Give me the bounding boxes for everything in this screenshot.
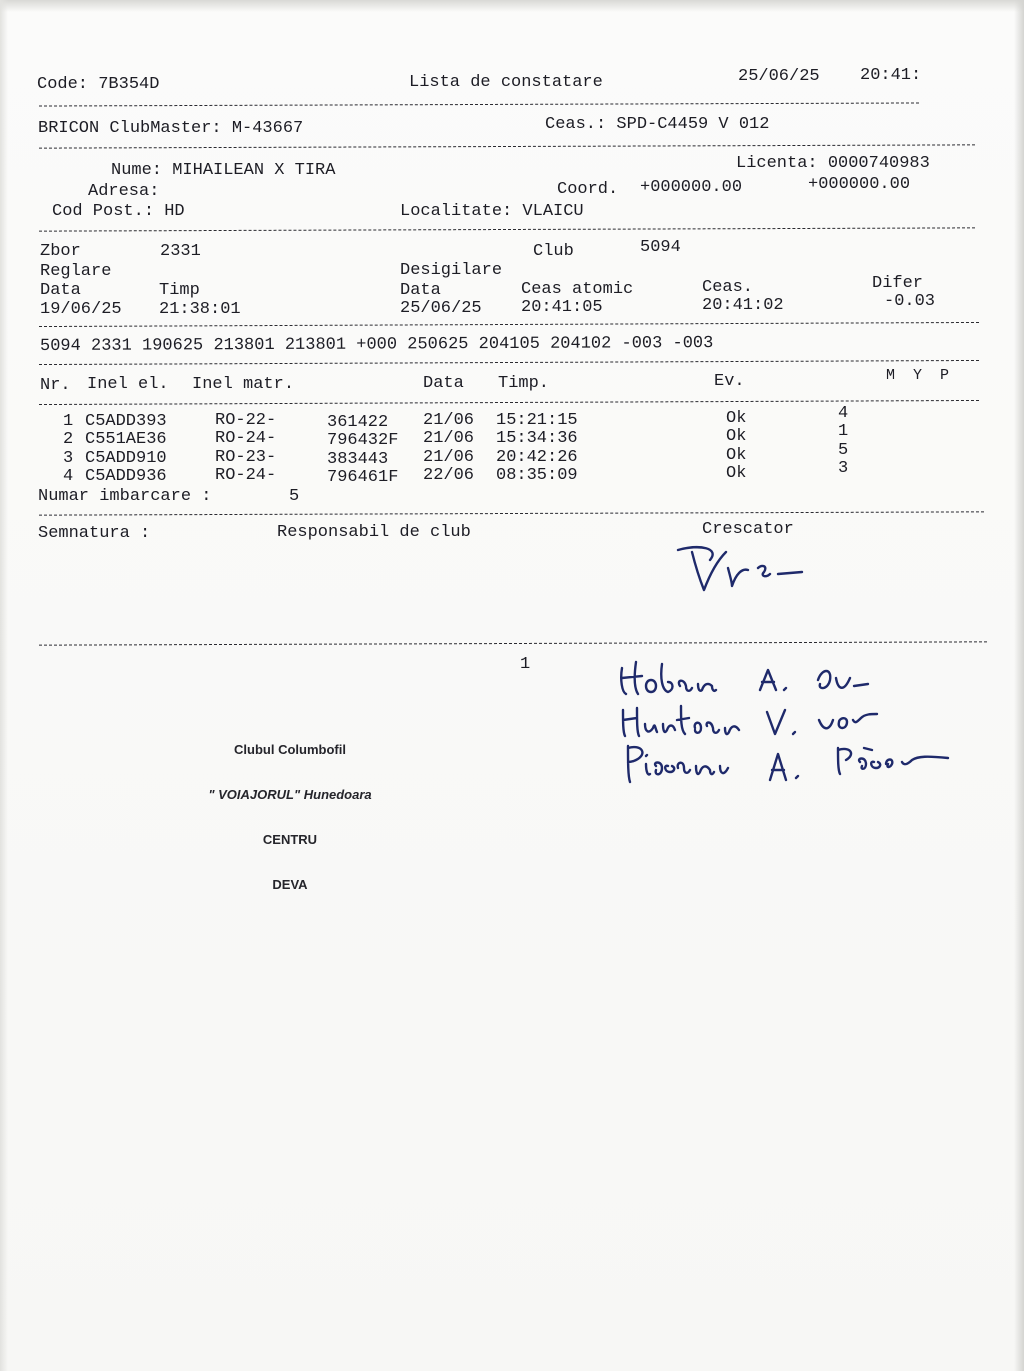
ring-series: RO-24- [215,466,277,485]
col-header-ring-registration: Inel matr. [192,375,295,394]
paper-edge-left [0,0,8,1371]
flight-label: Zbor [40,242,81,261]
setting-time-label: Timp [159,281,200,300]
clock-label: Ceas. [702,278,754,297]
event-status: Ok [726,446,747,465]
header-date: 25/06/25 [738,67,820,86]
basketing-count-value: 5 [289,487,300,506]
m-value: 4 [838,404,849,423]
ring-electronic: C5ADD393 [85,412,167,431]
ring-electronic: C5ADD910 [85,449,167,468]
arrival-date: 21/06 [423,411,475,430]
setting-label: Reglare [40,262,112,281]
postal-code: Cod Post.: HD [52,202,185,221]
unsealing-date: 25/06/25 [400,299,482,318]
basketing-count-label: Numar imbarcare : [38,487,212,506]
arrival-time: 15:21:15 [496,411,578,430]
club-stamp [180,712,400,922]
m-value: 1 [838,422,849,441]
ring-electronic: C551AE36 [85,430,167,449]
arrival-time: 08:35:09 [496,466,578,485]
ring-number: 383443 [327,450,389,469]
col-header-ring-electronic: Inel el. [87,375,169,394]
stamp-line: CENTRU [262,832,318,847]
clock-time: 20:41:02 [702,296,784,315]
flight-number: 2331 [160,242,201,261]
document-code: Code: 7B354D [37,75,160,94]
separator [39,144,975,148]
unsealing-label: Desigilare [400,261,503,280]
stamp-line: " VOIAJORUL" Hunedoara [208,787,372,802]
arrival-date: 21/06 [423,448,475,467]
setting-date: 19/06/25 [40,300,122,319]
arrival-date: 21/06 [423,429,475,448]
club-label: Club [533,242,574,261]
separator [39,360,979,365]
coord-label: Coord. [557,180,619,199]
document-title: Lista de constatare [409,73,603,92]
ring-electronic: C5ADD936 [85,467,167,486]
arrival-time: 20:42:26 [496,448,578,467]
ring-number: 796432F [327,431,399,450]
row-number: 2 [63,430,74,449]
club-number: 5094 [640,238,681,257]
separator [39,102,919,106]
ring-series: RO-23- [215,448,277,467]
stamp-line: Clubul Columbofil [234,742,346,757]
event-status: Ok [726,409,747,428]
separator [39,322,979,327]
address-label: Adresa: [88,182,160,201]
arrival-time: 15:34:36 [496,429,578,448]
owner-name: Nume: MIHAILEAN X TIRA [111,161,336,180]
row-number: 3 [63,449,74,468]
setting-date-label: Data [40,281,81,300]
license-number: Licenta: 0000740983 [736,154,930,173]
locality: Localitate: VLAICU [400,202,584,221]
separator [39,227,975,231]
row-number: 4 [63,467,74,486]
ring-number: 796461F [327,468,399,487]
ring-series: RO-24- [215,429,277,448]
atomic-clock-label: Ceas atomic [521,280,634,299]
unsealing-date-label: Data [400,281,441,300]
separator [39,641,987,645]
m-value: 5 [838,441,849,460]
difference-value: -0.03 [884,292,936,311]
club-responsible-label: Responsabil de club [277,523,471,542]
separator [39,511,984,515]
col-header-myp: M Y P [886,367,950,384]
col-header-event: Ev. [714,372,745,391]
handwritten-name-hoban [612,650,892,700]
event-status: Ok [726,427,747,446]
setting-time: 21:38:01 [159,300,241,319]
row-number: 1 [63,412,74,431]
event-status: Ok [726,464,747,483]
stamp-line: DEVA [272,877,308,892]
breeder-label: Crescator [702,520,794,539]
coord-value-1: +000000.00 [640,178,743,197]
paper-edge-top [0,0,1024,12]
ring-number: 361422 [327,413,389,432]
arrival-date: 22/06 [423,466,475,485]
atomic-clock-time: 20:41:05 [521,298,603,317]
page-number: 1 [520,655,531,674]
coord-value-2: +000000.00 [808,175,911,194]
clubmaster-id: BRICON ClubMaster: M-43667 [38,119,304,138]
col-header-date: Data [423,374,464,393]
ring-series: RO-22- [215,411,277,430]
encoded-summary-line: 5094 2331 190625 213801 213801 +000 250625 204105 204102 -003 -003 [39,334,714,356]
clock-id: Ceas.: SPD-C4459 V 012 [545,115,770,134]
breeder-signature [670,538,820,596]
signature-label: Semnatura : [38,524,151,543]
col-header-time: Timp. [498,374,550,393]
m-value: 3 [838,459,849,478]
difference-label: Difer [872,274,924,293]
handwritten-name-piscanu [618,736,958,786]
header-time: 20:41: [860,66,922,85]
paper-edge-right [1014,0,1024,1371]
col-header-nr: Nr. [40,376,71,395]
